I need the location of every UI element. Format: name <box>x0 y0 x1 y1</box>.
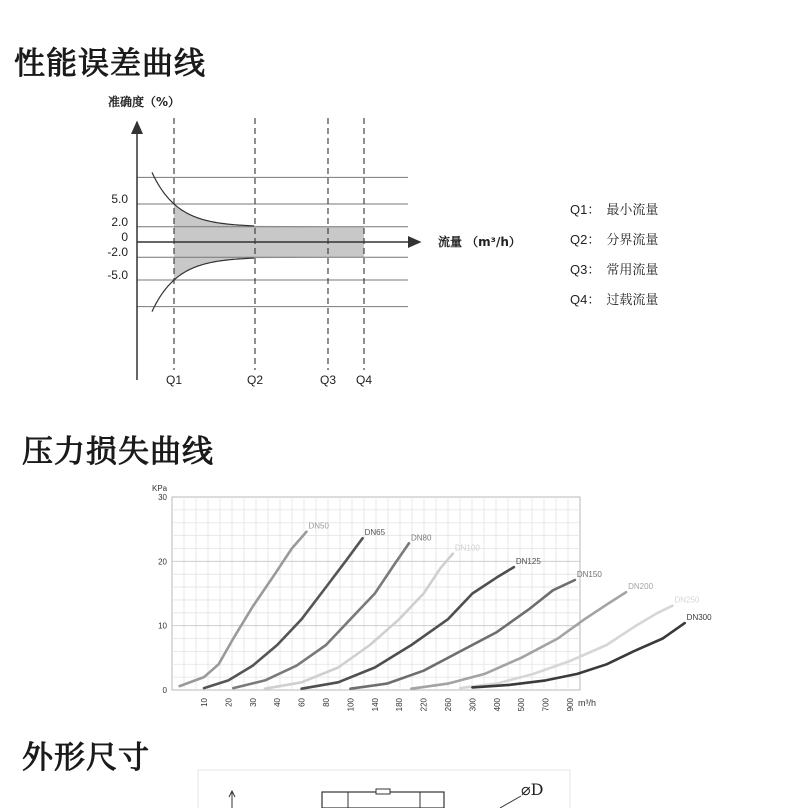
x-tick-label: 900 <box>566 698 575 712</box>
series-label: DN150 <box>576 569 602 579</box>
x-tick-label: 100 <box>346 698 356 712</box>
y-tick-label: 10 <box>158 621 167 631</box>
legend-desc: 最小流量 <box>606 203 659 218</box>
x-axis-title: 流量 （m³/h） <box>438 235 521 249</box>
x-tick-label: 260 <box>444 698 453 712</box>
legend-key: Q3： <box>570 262 601 277</box>
x-tick-label: 180 <box>395 698 405 712</box>
series-label: DN100 <box>454 543 480 553</box>
x-tick-label: 60 <box>297 698 307 707</box>
x-tick-label: 10 <box>200 698 209 707</box>
pressure-loss-title: 压力损失曲线 <box>22 434 214 470</box>
legend-desc: 过载流量 <box>606 293 659 308</box>
x-tick-label: 40 <box>273 698 283 707</box>
x-tick-label: 20 <box>224 698 234 707</box>
legend-key: Q2： <box>570 232 601 247</box>
diameter-label: ⌀D <box>521 780 544 799</box>
x-tick-label: 30 <box>248 698 258 707</box>
x-tick-label: 140 <box>370 698 380 712</box>
x-tick-label: Q1 <box>165 373 183 387</box>
y-axis-title: 准确度（%） <box>108 95 181 109</box>
x-tick-label: 300 <box>468 698 478 712</box>
y-tick-label: 30 <box>158 493 167 502</box>
series-label: DN300 <box>686 613 712 623</box>
dimensions-title: 外形尺寸 <box>22 740 150 776</box>
legend-key: Q4： <box>570 292 601 307</box>
series-label: DN125 <box>515 557 541 567</box>
x-axis-unit: m³/h <box>578 698 596 708</box>
y-tick-label: 2.0 <box>111 214 128 229</box>
x-tick-label: 220 <box>419 698 429 712</box>
x-tick-label: Q2 <box>246 373 264 387</box>
x-tick-label: Q3 <box>319 373 337 387</box>
legend-desc: 分界流量 <box>606 233 659 248</box>
series-label: DN200 <box>628 582 654 592</box>
x-tick-label: 700 <box>541 698 551 712</box>
meter-cap <box>376 789 390 794</box>
legend-desc: 常用流量 <box>606 263 659 278</box>
series-label: DN80 <box>410 533 432 543</box>
y-tick-label: 0 <box>162 686 167 695</box>
y-axis-unit: KPa <box>152 484 168 493</box>
legend-key: Q1： <box>570 202 601 217</box>
series-label: DN250 <box>674 595 700 605</box>
y-tick-label: 20 <box>158 557 167 567</box>
y-tick-label: 0 <box>121 230 128 244</box>
x-tick-label: Q4 <box>355 373 373 387</box>
series-label: DN50 <box>308 521 329 531</box>
accuracy-curve-title: 性能误差曲线 <box>14 46 206 82</box>
series-label: DN65 <box>364 528 386 538</box>
x-tick-label: 80 <box>322 698 331 707</box>
y-tick-label: 5.0 <box>111 192 128 206</box>
x-tick-label: 400 <box>492 698 502 712</box>
y-tick-label: -2.0 <box>107 245 128 260</box>
x-tick-label: 500 <box>517 698 527 712</box>
y-tick-label: -5.0 <box>107 268 128 282</box>
